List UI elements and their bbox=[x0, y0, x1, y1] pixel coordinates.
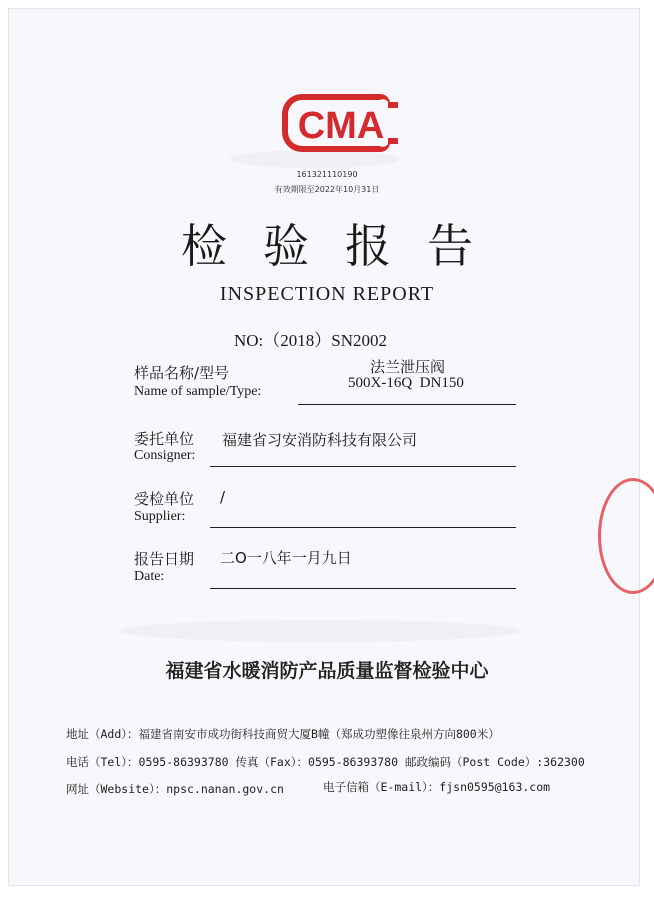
consigner-label-en: Consigner: bbox=[134, 448, 196, 463]
consigner-value: 福建省习安消防科技有限公司 bbox=[222, 431, 418, 449]
sample-label-en: Name of sample/Type: bbox=[134, 384, 262, 399]
fax-label: 传真（Fax）： bbox=[235, 755, 309, 769]
title-chinese: 检验报告 bbox=[181, 219, 509, 273]
tel-label: 电话（Tel）： bbox=[66, 755, 139, 769]
supplier-label-en: Supplier: bbox=[134, 509, 186, 524]
web-value[interactable]: npsc.nanan.gov.cn bbox=[166, 782, 284, 796]
supplier-value: / bbox=[220, 488, 226, 506]
sample-model: 500X-16Q DN150 bbox=[348, 375, 464, 391]
email-value[interactable]: fjsn0595@163.com bbox=[439, 780, 551, 794]
footer-address bbox=[66, 726, 500, 742]
scan-smudge bbox=[120, 620, 520, 642]
footer-contact bbox=[66, 754, 585, 770]
post-value: 362300 bbox=[543, 755, 585, 769]
footer-web bbox=[66, 781, 284, 797]
report-number bbox=[234, 326, 387, 351]
date-underline bbox=[210, 588, 516, 589]
date-label-en: Date: bbox=[134, 569, 165, 584]
report-number-value: （2018）SN2002 bbox=[263, 331, 388, 350]
certificate-validity: 有效期限至2022年10月31日 bbox=[274, 185, 380, 194]
tel-value: 0595-86393780 bbox=[138, 755, 229, 769]
svg-text:CMA: CMA bbox=[297, 105, 385, 147]
footer-email bbox=[323, 779, 550, 795]
supplier-underline bbox=[210, 527, 516, 528]
consigner-label-cn: 委托单位 bbox=[134, 430, 195, 448]
sample-name: 法兰泄压阀 bbox=[370, 358, 446, 376]
address-value: 福建省南安市成功街科技商贸大厦B幢（郑成功塑像往泉州方向800米） bbox=[138, 727, 500, 741]
sample-label-cn: 样品名称/型号 bbox=[134, 364, 230, 382]
report-number-prefix: NO: bbox=[234, 331, 264, 350]
web-label: 网址（Website）： bbox=[66, 782, 167, 796]
sample-underline bbox=[298, 404, 516, 405]
institute-name: 福建省水暖消防产品质量监督检验中心 bbox=[165, 660, 489, 682]
post-label: 邮政编码（Post Code）: bbox=[404, 755, 544, 769]
fax-value: 0595-86393780 bbox=[308, 755, 399, 769]
date-label-cn: 报告日期 bbox=[134, 550, 195, 568]
consigner-underline bbox=[210, 466, 516, 467]
supplier-label-cn: 受检单位 bbox=[134, 490, 195, 508]
title-english: INSPECTION REPORT bbox=[219, 283, 435, 305]
certificate-number: 161321110190 bbox=[296, 170, 358, 179]
email-label: 电子信箱（E-mail）： bbox=[323, 780, 440, 794]
cma-logo bbox=[280, 92, 402, 154]
date-value: 二O一八年一月九日 bbox=[220, 549, 352, 567]
address-label: 地址（Add）： bbox=[66, 727, 139, 741]
